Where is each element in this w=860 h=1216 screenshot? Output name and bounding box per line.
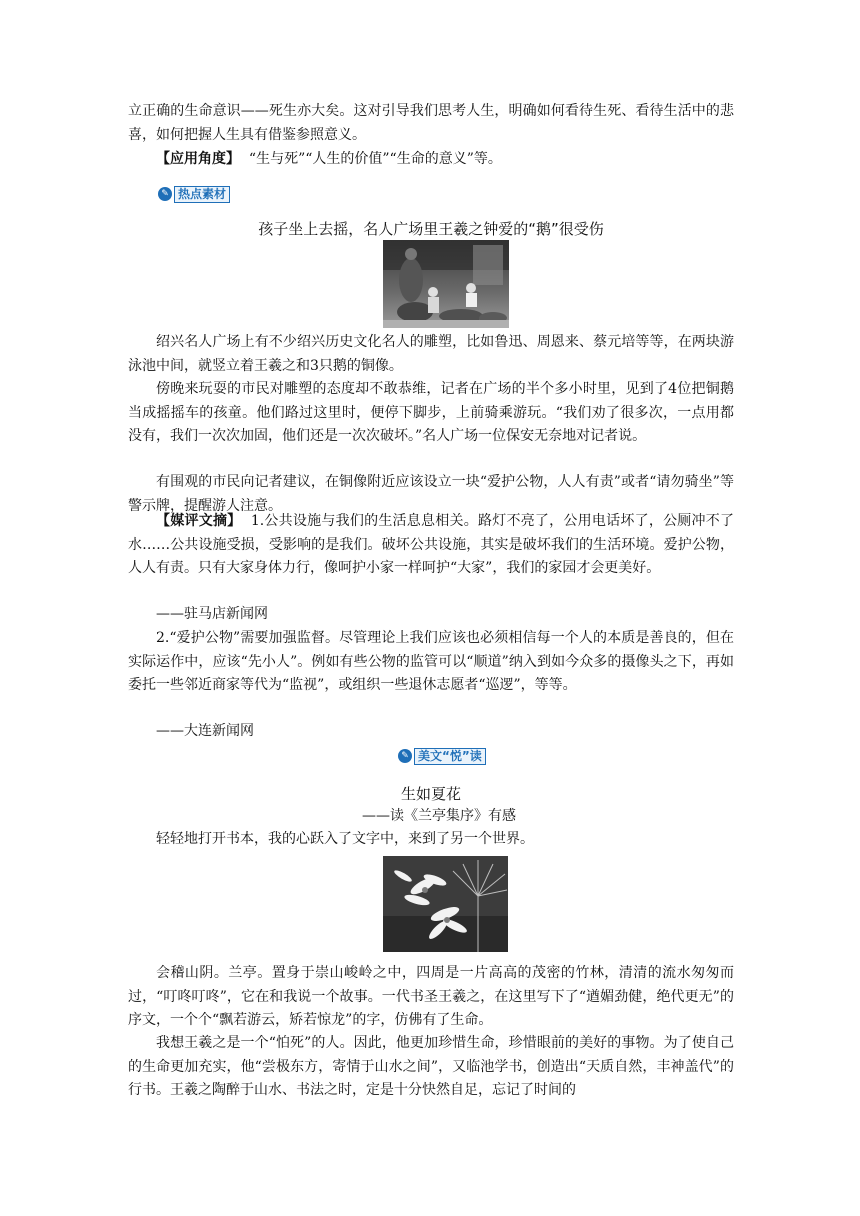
hot-material-paragraph-3: 有围观的市民向记者建议，在铜像附近应该设立一块“爱护公物，人人有责”或者“请勿骑坐”等警示牌，提醒游人注意。 <box>128 474 734 514</box>
media-comment-1-text: 1.公共设施与我们的生活息息相关。路灯不亮了，公用电话坏了，公厕冲不了水……公共设施受损，受影响的是我们。破坏公共设施，其实是破坏我们的生活环境。爱护公物，人人有责。只有大家身体力行，像呵护小家一样呵护“大家”，我们的家园才会更美好。 <box>128 513 735 576</box>
leaf-icon: ✎ <box>398 749 412 763</box>
application-text: “生与死”“人生的价值”“生命的意义”等。 <box>248 151 502 167</box>
statue-photo <box>383 240 509 328</box>
hot-material-title: 孩子坐上去摇，名人广场里王羲之钟爱的“鹅”很受伤 <box>258 220 604 238</box>
essay-paragraph-3: 我想王羲之是一个“怕死”的人。因此，他更加珍惜生命，珍惜眼前的美好的事物。为了使自己的生命更加充实，他“尝极东方，寄情于山水之间”，又临池学书，创造出“天质自然，丰神盖代”的行书。王羲之陶醉于山水、书法之时，定是十分快然自足，忘记了时间的 <box>128 1035 734 1098</box>
hot-material-paragraph-2: 傍晚来玩耍的市民对雕塑的态度却不敢恭维，记者在广场的半个多小时里，见到了4位把铜鹅当成摇摇车的孩童。他们路过这里时，便停下脚步，上前骑乘游玩。“我们劝了很多次，一点用都没有，我们一次次加固，他们还是一次次破坏。”名人广场一位保安无奈地对记者说。 <box>128 381 734 444</box>
flower-photo <box>383 856 508 952</box>
essay-badge-label: 美文“悦”读 <box>414 748 486 765</box>
essay-title: 生如夏花 <box>400 785 461 803</box>
essay-paragraph-2: 会稽山阴。兰亭。置身于崇山峻岭之中，四周是一片高高的茂密的竹林，清清的流水匆匆而过，“叮咚叮咚”，它在和我说一个故事。一代书圣王羲之，在这里写下了“遒媚劲健，绝代更无”的序文，一个个“飘若游云，矫若惊龙”的字，仿佛有了生命。 <box>128 965 734 1028</box>
essay-paragraph-1: 轻轻地打开书本，我的心跃入了文字中，来到了另一个世界。 <box>156 831 534 847</box>
media-comment-2: 2.“爱护公物”需要加强监督。尽管理论上我们应该也必须相信每一个人的本质是善良的，但在实际运作中，应该“先小人”。例如有些公物的监管可以“顺道”纳入到如今众多的摄像头之下，再如委托一些邻近商家等代为“监视”，或组织一些退休志愿者“巡逻”，等等。 <box>128 630 734 693</box>
media-comment-label: 【媒评文摘】 <box>156 513 242 529</box>
media-source-1: ——驻马店新闻网 <box>156 606 268 622</box>
essay-subtitle: ——读《兰亭集序》有感 <box>362 808 516 824</box>
essay-badge <box>398 747 486 765</box>
intro-paragraph: 立正确的生命意识——死生亦大矣。这对引导我们思考人生，明确如何看待生死、看待生活中的悲喜，如何把握人生具有借鉴参照意义。 <box>128 103 734 143</box>
hot-material-badge-label: 热点素材 <box>174 186 230 203</box>
application-paragraph <box>128 148 734 172</box>
application-label: 【应用角度】 <box>156 151 240 167</box>
media-comment-1 <box>128 510 734 581</box>
hot-material-paragraph-1: 绍兴名人广场上有不少绍兴历史文化名人的雕塑，比如鲁迅、周恩来、蔡元培等等，在两块游泳池中间，就竖立着王羲之和3只鹅的铜像。 <box>128 334 734 374</box>
hot-material-badge <box>158 185 230 203</box>
media-source-2: ——大连新闻网 <box>156 723 254 739</box>
leaf-icon: ✎ <box>158 187 172 201</box>
